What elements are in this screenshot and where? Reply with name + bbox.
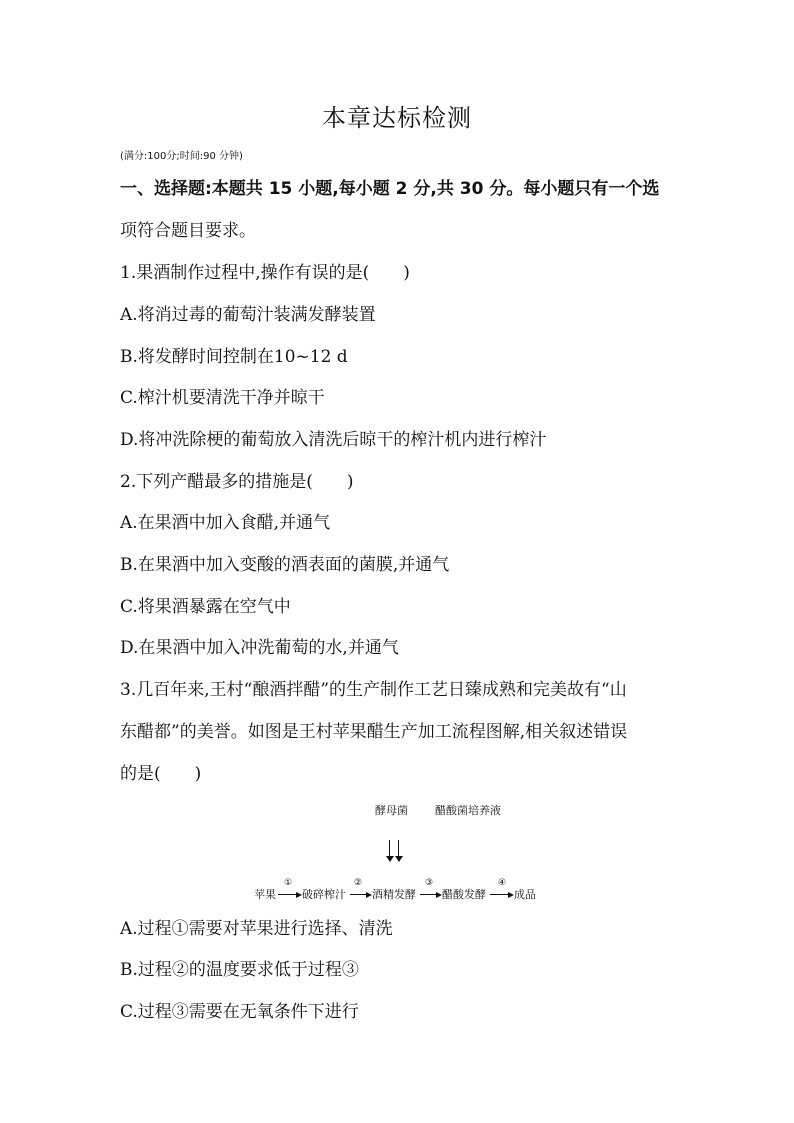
section-heading-line2: 项符合题目要求。: [120, 221, 256, 241]
yeast-label: 酵母菌: [375, 804, 408, 817]
right-arrow-icon: [350, 892, 372, 898]
section-heading-line1: 一、选择题:本题共 15 小题,每小题 2 分,共 30 分。每小题只有一个选: [120, 179, 660, 199]
process-flow-diagram: [250, 800, 550, 910]
down-arrow-icon: [395, 840, 403, 862]
q1-stem: 1.果酒制作过程中,操作有误的是( ): [120, 263, 410, 283]
step-alcohol-fermentation: 酒精发酵: [372, 888, 416, 901]
q2-option-c: C.将果酒暴露在空气中: [120, 597, 291, 617]
q3-stem-line2: 东醋都”的美誉。如图是王村苹果醋生产加工流程图解,相关叙述错误: [120, 722, 628, 742]
right-arrow-icon: [490, 892, 514, 898]
page-title: 本章达标检测: [322, 104, 472, 132]
step-number-1: ①: [284, 878, 293, 888]
q2-option-d: D.在果酒中加入冲洗葡萄的水,并通气: [120, 638, 399, 658]
q3-option-b: B.过程②的温度要求低于过程③: [120, 960, 359, 980]
step-apple: 苹果: [254, 888, 276, 901]
q3-option-c: C.过程③需要在无氧条件下进行: [120, 1002, 359, 1022]
q2-option-a: A.在果酒中加入食醋,并通气: [120, 513, 331, 533]
q3-stem-line1: 3.几百年来,王村“酿酒拌醋”的生产制作工艺日臻成熟和完美故有“山: [120, 680, 627, 700]
step-number-3: ③: [425, 878, 434, 888]
step-number-2: ②: [354, 878, 363, 888]
step-number-4: ④: [498, 878, 507, 888]
right-arrow-icon: [278, 892, 302, 898]
right-arrow-icon: [420, 892, 442, 898]
q1-option-c: C.榨汁机要清洗干净并晾干: [120, 388, 325, 408]
q2-stem: 2.下列产醋最多的措施是( ): [120, 472, 354, 492]
q1-option-a: A.将消过毒的葡萄汁装满发酵装置: [120, 305, 376, 325]
q1-option-d: D.将冲洗除梗的葡萄放入清洗后晾干的榨汁机内进行榨汁: [120, 430, 547, 450]
q1-option-b: B.将发酵时间控制在10~12 d: [120, 347, 348, 367]
q3-stem-line3: 的是( ): [120, 764, 202, 784]
q3-option-a: A.过程①需要对苹果进行选择、清洗: [120, 919, 393, 939]
step-product: 成品: [514, 888, 536, 901]
step-crush-juice: 破碎榨汁: [302, 888, 346, 901]
down-arrow-icon: [386, 840, 394, 862]
step-acetic-fermentation: 醋酸发酵: [442, 888, 486, 901]
acetic-culture-label: 醋酸菌培养液: [435, 804, 501, 817]
score-note: (满分:100分;时间:90 分钟): [120, 151, 243, 162]
q2-option-b: B.在果酒中加入变酸的酒表面的菌膜,并通气: [120, 555, 450, 575]
